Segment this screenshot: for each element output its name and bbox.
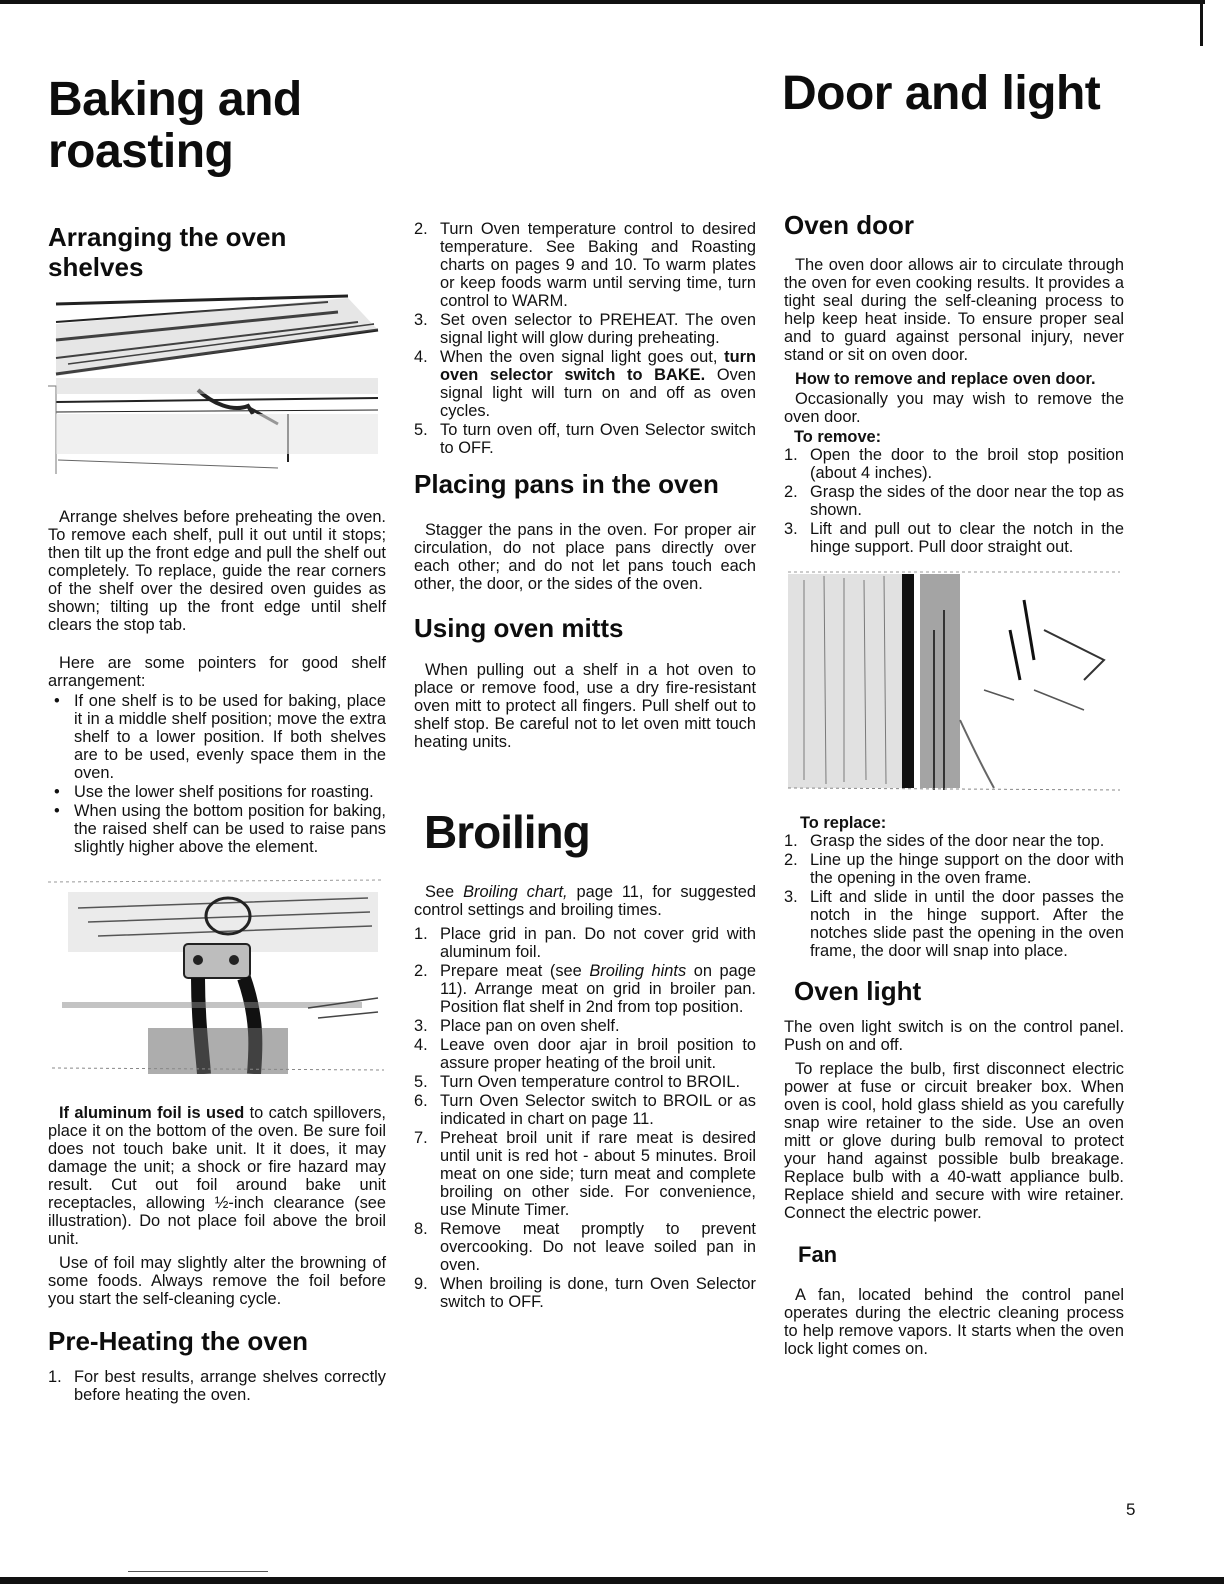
step-text: Grasp the sides of the door near the top as shown. xyxy=(810,483,1124,519)
list-item xyxy=(784,446,1124,482)
mitts-paragraph: When pulling out a shelf in a hot oven to place or remove food, use a dry fire-resistant oven mitt to protect all fingers. Pull shelf out to shelf stop. Be careful not to let oven mitt touch heating units. xyxy=(414,661,756,751)
step-number: 1. xyxy=(784,832,798,850)
oven-door-photo xyxy=(784,570,1120,792)
list-item xyxy=(48,783,386,801)
heading-to-remove: To remove: xyxy=(794,428,882,446)
top-rule xyxy=(0,0,1205,4)
heading-oven-door: Oven door xyxy=(784,210,915,240)
heading-placing-pans: Placing pans in the oven xyxy=(414,469,719,499)
list-item xyxy=(414,925,756,961)
list-item xyxy=(414,962,756,1016)
bullet-text: Use the lower shelf positions for roasting. xyxy=(74,783,374,801)
bullet-icon: • xyxy=(54,802,60,820)
foil-text: to catch spillovers, place it on the bottom of the oven. Be sure foil does not touch bake unit. It it does, it may damage the unit; a shock or fire hazard may result. Cut out foil around bake unit receptacles, allowing ½-inch clearance (see illustration). Do not place foil above the broil unit. xyxy=(48,1104,386,1248)
list-item xyxy=(414,1220,756,1274)
foil-lead: If aluminum foil is used xyxy=(59,1104,245,1122)
list-item xyxy=(784,520,1124,556)
heading-to-replace: To replace: xyxy=(800,814,887,832)
list-item xyxy=(784,851,1124,887)
heading-remove-replace: How to remove and replace oven door. xyxy=(795,370,1096,388)
pans-paragraph: Stagger the pans in the oven. For proper air circulation, do not place pans directly over each other; and do not let pans touch each other, the door, or the sides of the oven. xyxy=(414,521,756,593)
step-text: When broiling is done, turn Oven Selector switch to OFF. xyxy=(440,1275,756,1311)
step-number: 5. xyxy=(414,421,428,439)
step-number: 1. xyxy=(414,925,428,943)
step-number: 3. xyxy=(414,1017,428,1035)
step-text: Lift and slide in until the door passes the notch in the hinge support. After the notches slide past the opening in the oven frame, the door will snap into place. xyxy=(810,888,1124,960)
right-edge-rule xyxy=(1200,0,1203,46)
foil-paragraph xyxy=(48,1104,386,1248)
step-text: Oven signal light will turn on and off as oven cycles. xyxy=(440,366,756,420)
bullet-icon: • xyxy=(54,692,60,710)
heading-oven-mitts: Using oven mitts xyxy=(414,613,624,643)
column-3 xyxy=(784,210,1124,1364)
step-text: Open the door to the broil stop position (about 4 inches). xyxy=(810,446,1124,482)
shelf-pointers-list xyxy=(48,692,386,856)
step-number: 5. xyxy=(414,1073,428,1091)
step-number: 7. xyxy=(414,1129,428,1147)
step-text: When the oven signal light goes out, xyxy=(440,348,725,366)
pointers-intro: Here are some pointers for good shelf arrangement: xyxy=(48,654,386,690)
list-item xyxy=(414,220,756,310)
list-item xyxy=(48,802,386,856)
oven-shelf-photo xyxy=(48,294,384,484)
step-number: 1. xyxy=(784,446,798,464)
preheat-step-1 xyxy=(48,1368,386,1404)
replace-steps-list xyxy=(784,832,1124,960)
list-item xyxy=(414,421,756,457)
heading-fan: Fan xyxy=(798,1242,838,1267)
step-text: on page 11). Arrange meat on grid in broiler pan. Position flat shelf in 2nd from top position. xyxy=(440,962,757,1016)
step-text: Remove meat promptly to prevent overcooking. Do not leave soiled pan in oven. xyxy=(440,1220,756,1274)
remove-replace-paragraph: Occasionally you may wish to remove the oven door. xyxy=(784,390,1124,426)
list-item xyxy=(48,692,386,782)
step-number: 3. xyxy=(414,311,428,329)
list-item xyxy=(784,483,1124,519)
step-text: turn oven selector switch to BAKE. xyxy=(440,348,756,384)
step-text: Grasp the sides of the door near the top. xyxy=(810,832,1105,850)
shelf-intro-paragraph: Arrange shelves before preheating the oven. To remove each shelf, pull it out until it stops; then tilt up the front edge and pull the shelf out completely. To replace, guide the rear corners of the shelf over the desired oven guides as shown; tilting up the front edge until shelf clears the stop tab. xyxy=(48,508,386,634)
bottom-rule xyxy=(0,1577,1224,1584)
heading-arranging-shelves: Arranging the oven shelves xyxy=(48,222,287,282)
step-number: 6. xyxy=(414,1092,428,1110)
step-number: 4. xyxy=(414,348,428,366)
step-number: 4. xyxy=(414,1036,428,1054)
step-number: 2. xyxy=(784,851,798,869)
list-item xyxy=(414,1036,756,1072)
bullet-text: If one shelf is to be used for baking, place it in a middle shelf position; move the extra shelf to a lower position. If both shelves are to be used, evenly space them in the oven. xyxy=(74,692,386,782)
step-number: 8. xyxy=(414,1220,428,1238)
bullet-text: When using the bottom position for baking, the raised shelf can be used to raise pans slightly higher above the element. xyxy=(74,802,386,856)
step-text: Turn Oven temperature control to BROIL. xyxy=(440,1073,741,1091)
list-item xyxy=(784,888,1124,960)
foil-note: Use of foil may slightly alter the browning of some foods. Always remove the foil before you start the self-cleaning cycle. xyxy=(48,1254,386,1308)
step-text: Broiling hints xyxy=(589,962,687,980)
door-paragraph: The oven door allows air to circulate through the oven for even cooking results. It provides a tight seal during the self-cleaning process to help keep heat inside. To ensure proper seal and to guard against personal injury, never stand or sit on oven door. xyxy=(784,256,1124,364)
list-item xyxy=(414,1275,756,1311)
step-number: 2. xyxy=(414,220,428,238)
list-item xyxy=(414,311,756,347)
preheat-steps-list xyxy=(414,220,756,457)
list-item xyxy=(784,832,1124,850)
section-title-baking: Baking and roasting xyxy=(48,73,302,178)
step-number: 2. xyxy=(784,483,798,501)
step-text: Place pan on oven shelf. xyxy=(440,1017,620,1035)
step-text: Prepare meat (see xyxy=(440,962,590,980)
step-text: Turn Oven Selector switch to BROIL or as indicated in chart on page 11. xyxy=(440,1092,756,1128)
step-number: 9. xyxy=(414,1275,428,1293)
list-item xyxy=(414,1017,756,1035)
heading-oven-light: Oven light xyxy=(794,976,922,1006)
step-number: 3. xyxy=(784,520,798,538)
step-number: 2. xyxy=(414,962,428,980)
light-paragraph-1: The oven light switch is on the control panel. Push on and off. xyxy=(784,1018,1124,1054)
step-text: To turn oven off, turn Oven Selector switch to OFF. xyxy=(440,421,756,457)
light-paragraph-2: To replace the bulb, first disconnect electric power at fuse or circuit breaker box. When oven is cool, hold glass shield as you carefully snap wire retainer to the side. Use an oven mitt or glove during bulb removal to protect your hand against possible bulb breakage. Replace bulb with a 40-watt appliance bulb. Replace shield and secure with wire retainer. Connect the electric power. xyxy=(784,1060,1124,1222)
step-text: Preheat broil unit if rare meat is desired until unit is red hot - about 5 minutes. Broil meat on one side; turn meat and complete broiling on other side. For convenience, use Minute Timer. xyxy=(440,1129,756,1219)
bullet-icon: • xyxy=(54,783,60,801)
section-title-door: Door and light xyxy=(782,67,1101,120)
step-text: Set oven selector to PREHEAT. The oven signal light will glow during preheating. xyxy=(440,311,756,347)
broil-steps-list xyxy=(414,925,756,1311)
step-text: Turn Oven temperature control to desired temperature. See Baking and Roasting charts on pages 9 and 10. To warm plates or keep foods warm until serving time, turn control to WARM. xyxy=(440,220,756,310)
list-item xyxy=(414,1092,756,1128)
list-item xyxy=(414,1129,756,1219)
bottom-accent-line xyxy=(128,1571,268,1572)
heading-preheating: Pre-Heating the oven xyxy=(48,1326,309,1356)
broiling-chart-ref: Broiling chart, xyxy=(463,883,568,901)
step-text: Line up the hinge support on the door with the opening in the oven frame. xyxy=(810,851,1124,887)
step-text: Leave oven door ajar in broil position to assure proper heating of the broil unit. xyxy=(440,1036,756,1072)
fan-paragraph: A fan, located behind the control panel operates during the electric cleaning process to help remove vapors. It starts when the oven lock light comes on. xyxy=(784,1286,1124,1358)
step-text: Place grid in pan. Do not cover grid with aluminum foil. xyxy=(440,925,756,961)
broiling-title: Broiling xyxy=(424,806,590,858)
step-text: Lift and pull out to clear the notch in the hinge support. Pull door straight out. xyxy=(810,520,1124,556)
column-2 xyxy=(414,220,756,1317)
list-item: 1. For best results, arrange shelves correctly before heating the oven. xyxy=(48,1368,386,1404)
list-item xyxy=(414,348,756,420)
broil-intro: See Broiling chart, page 11, for suggested control settings and broiling times. xyxy=(414,883,757,919)
bake-unit-photo xyxy=(48,878,384,1074)
remove-steps-list xyxy=(784,446,1124,556)
page-number: 5 xyxy=(1126,1500,1136,1519)
step-number: 3. xyxy=(784,888,798,906)
column-1 xyxy=(48,222,386,1410)
list-item xyxy=(414,1073,756,1091)
